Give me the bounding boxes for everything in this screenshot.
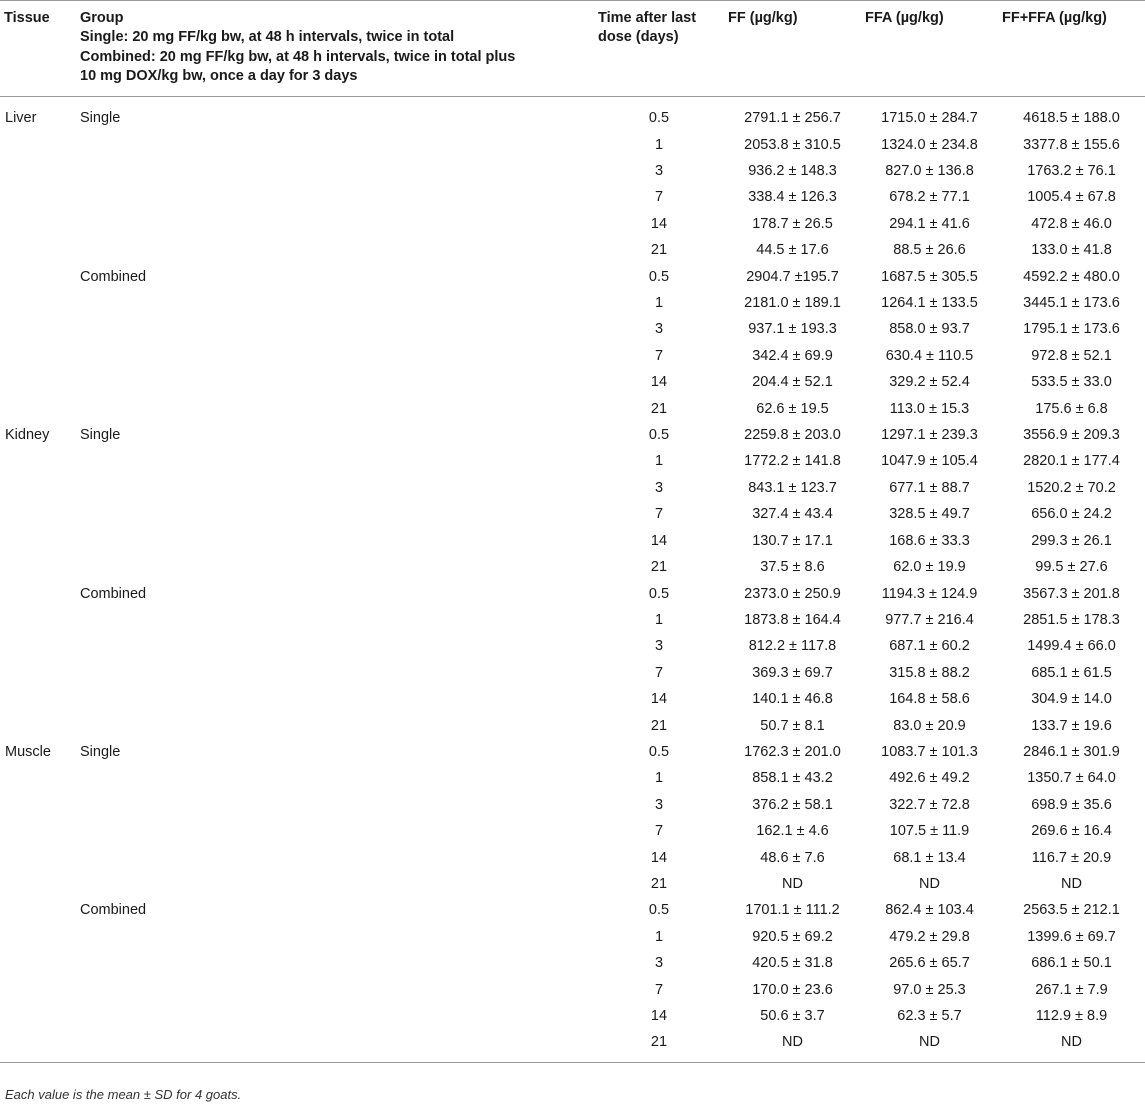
cell-tissue	[0, 237, 76, 263]
cell-time: 21	[650, 242, 668, 259]
cell-group	[76, 369, 594, 395]
cell-group	[76, 1003, 594, 1029]
cell-ff-ffa: 1005.4 ± 67.8	[1027, 189, 1116, 206]
cell-tissue	[0, 818, 76, 844]
cell-group	[76, 528, 594, 554]
cell-group	[76, 660, 594, 686]
cell-ff-ffa: 4618.5 ± 188.0	[1023, 110, 1120, 127]
cell-ff: 1873.8 ± 164.4	[744, 611, 841, 628]
cell-ffa: 265.6 ± 65.7	[889, 955, 970, 972]
cell-ffa: 164.8 ± 58.6	[889, 691, 970, 708]
header-group-line-combined: Combined: 20 mg FF/kg bw, at 48 h intervals, twice in total plus	[80, 48, 516, 65]
table-footnote: Each value is the mean ± SD for 4 goats.	[5, 1087, 242, 1102]
table-row	[0, 581, 1145, 607]
table-row	[0, 237, 1145, 263]
cell-time: 3	[654, 796, 664, 813]
cell-ffa: 328.5 ± 49.7	[889, 506, 970, 523]
cell-tissue	[0, 1003, 76, 1029]
cell-ff-ffa: 2563.5 ± 212.1	[1023, 902, 1120, 919]
table-row	[0, 554, 1145, 580]
cell-ffa: 107.5 ± 11.9	[889, 823, 970, 840]
cell-time: 0.5	[648, 427, 670, 444]
cell-ffa: 1194.3 ± 124.9	[881, 585, 978, 602]
cell-group	[76, 977, 594, 1003]
cell-tissue	[0, 290, 76, 316]
cell-ffa: 677.1 ± 88.7	[889, 479, 970, 496]
cell-group: Single	[80, 427, 121, 444]
cell-ff: 376.2 ± 58.1	[752, 796, 833, 813]
cell-ff: 420.5 ± 31.8	[752, 955, 833, 972]
cell-tissue	[0, 501, 76, 527]
table-row	[0, 369, 1145, 395]
cell-group	[76, 237, 594, 263]
table-row	[0, 448, 1145, 474]
cell-ffa: 858.0 ± 93.7	[889, 321, 970, 338]
cell-ffa: 113.0 ± 15.3	[889, 400, 970, 417]
cell-time: 3	[654, 321, 664, 338]
table-row	[0, 792, 1145, 818]
cell-time: 0.5	[648, 268, 670, 285]
cell-ff: ND	[724, 1029, 861, 1062]
table-row	[0, 897, 1145, 923]
cell-ff-ffa: 304.9 ± 14.0	[1031, 691, 1112, 708]
cell-ff-ffa: 3445.1 ± 173.6	[1023, 295, 1120, 312]
cell-group: Single	[80, 743, 121, 760]
table-row	[0, 132, 1145, 158]
cell-ff-ffa: 267.1 ± 7.9	[1035, 981, 1108, 998]
table-row	[0, 422, 1145, 448]
cell-time: 14	[650, 849, 668, 866]
table-row	[0, 97, 1145, 132]
cell-time: 1	[654, 611, 664, 628]
table-header	[0, 1, 1145, 97]
table-row	[0, 686, 1145, 712]
cell-ff: 2259.8 ± 203.0	[744, 427, 841, 444]
cell-ff-ffa: 698.9 ± 35.6	[1031, 796, 1112, 813]
table-row	[0, 924, 1145, 950]
table-row	[0, 871, 1145, 897]
cell-ff: 130.7 ± 17.1	[752, 532, 833, 549]
cell-time: 7	[654, 506, 664, 523]
cell-ff: 2904.7 ±195.7	[746, 268, 839, 285]
cell-group	[76, 158, 594, 184]
table-row	[0, 633, 1145, 659]
header-time-line1: Time after last	[598, 10, 697, 26]
header-group	[76, 1, 594, 97]
cell-ff-ffa: 2820.1 ± 177.4	[1023, 453, 1120, 470]
cell-ff-ffa: 685.1 ± 61.5	[1031, 664, 1112, 681]
table-row	[0, 977, 1145, 1003]
cell-tissue	[0, 343, 76, 369]
cell-tissue	[0, 1029, 76, 1062]
cell-ff-ffa: 2851.5 ± 178.3	[1023, 611, 1120, 628]
cell-ff-ffa: 116.7 ± 20.9	[1031, 849, 1112, 866]
cell-ff: 2053.8 ± 310.5	[744, 136, 841, 153]
cell-time: 0.5	[648, 902, 670, 919]
cell-ffa: 827.0 ± 136.8	[885, 163, 974, 179]
table-row	[0, 660, 1145, 686]
cell-ff: 1762.3 ± 201.0	[744, 743, 841, 760]
cell-tissue	[0, 765, 76, 791]
cell-tissue	[0, 792, 76, 818]
table-row	[0, 396, 1145, 422]
table-row	[0, 316, 1145, 342]
header-time-line2: dose (days)	[598, 29, 679, 46]
table-row	[0, 950, 1145, 976]
cell-ffa: 479.2 ± 29.8	[889, 928, 970, 945]
cell-time: 14	[650, 691, 668, 708]
cell-ff: 920.5 ± 69.2	[752, 928, 833, 945]
cell-ff: 50.6 ± 3.7	[760, 1008, 825, 1024]
cell-group	[76, 290, 594, 316]
table-row	[0, 1003, 1145, 1029]
cell-ffa: ND	[919, 875, 940, 892]
cell-ffa: 62.3 ± 5.7	[897, 1008, 962, 1024]
cell-ffa: 1715.0 ± 284.7	[881, 110, 978, 127]
cell-ff: 937.1 ± 193.3	[748, 321, 837, 338]
header-ffa: FFA (µg/kg)	[861, 1, 998, 97]
cell-ff-ffa: 1499.4 ± 66.0	[1027, 638, 1116, 655]
cell-time: 1	[654, 770, 664, 787]
table-row	[0, 290, 1145, 316]
table-row	[0, 528, 1145, 554]
table-row	[0, 211, 1145, 237]
cell-tissue	[0, 264, 76, 290]
table-row	[0, 713, 1145, 739]
cell-ffa: 294.1 ± 41.6	[889, 215, 970, 232]
cell-tissue	[0, 977, 76, 1003]
cell-time: 14	[650, 215, 668, 232]
cell-ff: 62.6 ± 19.5	[756, 400, 829, 417]
cell-tissue	[0, 554, 76, 580]
cell-ff: 2181.0 ± 189.1	[744, 295, 841, 312]
table-row	[0, 845, 1145, 871]
cell-time: 1	[654, 453, 664, 470]
cell-ffa: 168.6 ± 33.3	[889, 532, 970, 549]
cell-tissue	[0, 369, 76, 395]
cell-ff: 858.1 ± 43.2	[752, 770, 833, 787]
cell-group	[76, 607, 594, 633]
cell-tissue	[0, 845, 76, 871]
cell-ff-ffa: ND	[998, 1029, 1145, 1062]
cell-group	[76, 554, 594, 580]
cell-ffa: 1297.1 ± 239.3	[881, 427, 978, 444]
cell-ffa: 1687.5 ± 305.5	[881, 268, 978, 285]
table-row	[0, 343, 1145, 369]
cell-tissue	[0, 316, 76, 342]
cell-ffa: 88.5 ± 26.6	[893, 242, 966, 259]
cell-ffa: 1047.9 ± 105.4	[881, 453, 978, 470]
cell-time: 21	[594, 1029, 724, 1062]
cell-ff: 936.2 ± 148.3	[748, 163, 837, 179]
cell-time: 1	[654, 136, 664, 153]
cell-ff: 327.4 ± 43.4	[752, 506, 833, 523]
header-ff-ffa: FF+FFA (µg/kg)	[998, 1, 1145, 97]
cell-time: 3	[654, 479, 664, 496]
cell-ff-ffa: 3556.9 ± 209.3	[1023, 427, 1120, 444]
cell-tissue: Muscle	[5, 743, 51, 760]
cell-ff-ffa: 472.8 ± 46.0	[1031, 215, 1112, 232]
cell-group	[76, 924, 594, 950]
cell-tissue	[0, 633, 76, 659]
cell-ff: 369.3 ± 69.7	[752, 664, 833, 681]
cell-ffa: 1324.0 ± 234.8	[881, 136, 978, 153]
cell-ff-ffa: 656.0 ± 24.2	[1031, 506, 1112, 523]
cell-tissue	[0, 897, 76, 923]
header-time	[594, 1, 724, 97]
cell-tissue: Kidney	[5, 427, 50, 444]
cell-tissue	[0, 950, 76, 976]
cell-tissue	[0, 448, 76, 474]
cell-group	[76, 765, 594, 791]
cell-ff: ND	[782, 875, 803, 892]
cell-ff-ffa: 175.6 ± 6.8	[1035, 400, 1108, 417]
cell-tissue	[0, 475, 76, 501]
cell-group	[76, 818, 594, 844]
cell-ff: 37.5 ± 8.6	[760, 559, 825, 576]
cell-ff: 48.6 ± 7.6	[760, 849, 825, 866]
cell-ff-ffa: 1520.2 ± 70.2	[1027, 479, 1116, 496]
cell-tissue: Liver	[5, 110, 37, 127]
cell-group	[76, 501, 594, 527]
header-group-title: Group	[80, 10, 124, 26]
cell-ffa: ND	[861, 1029, 998, 1062]
cell-ffa: 1083.7 ± 101.3	[881, 743, 978, 760]
cell-ff-ffa: 1763.2 ± 76.1	[1027, 163, 1116, 179]
cell-time: 14	[650, 532, 668, 549]
table-row	[0, 264, 1145, 290]
cell-time: 3	[654, 638, 664, 655]
cell-tissue	[0, 607, 76, 633]
cell-ff-ffa: 299.3 ± 26.1	[1031, 532, 1112, 549]
cell-time: 0.5	[648, 585, 670, 602]
cell-group: Combined	[80, 902, 147, 919]
cell-ffa: 492.6 ± 49.2	[889, 770, 970, 787]
table-body	[0, 97, 1145, 1063]
table-row	[0, 818, 1145, 844]
cell-ffa: 83.0 ± 20.9	[893, 717, 966, 734]
table-row	[0, 739, 1145, 765]
cell-ff: 44.5 ± 17.6	[756, 242, 829, 259]
cell-tissue	[0, 660, 76, 686]
cell-ff: 812.2 ± 117.8	[748, 638, 837, 655]
cell-tissue	[0, 132, 76, 158]
cell-group	[76, 845, 594, 871]
header-group-line-single: Single: 20 mg FF/kg bw, at 48 h intervals, twice in total	[80, 29, 455, 46]
cell-ff-ffa: 4592.2 ± 480.0	[1023, 268, 1120, 285]
cell-ff-ffa: 3377.8 ± 155.6	[1023, 136, 1120, 153]
cell-tissue	[0, 581, 76, 607]
cell-tissue	[0, 158, 76, 184]
cell-ff-ffa: 686.1 ± 50.1	[1031, 955, 1112, 972]
cell-time: 21	[650, 717, 668, 734]
cell-time: 1	[654, 928, 664, 945]
cell-group	[76, 633, 594, 659]
header-ff: FF (µg/kg)	[724, 1, 861, 97]
cell-group	[76, 211, 594, 237]
cell-ff: 2373.0 ± 250.9	[744, 585, 841, 602]
header-row	[0, 1, 1145, 97]
cell-tissue	[0, 924, 76, 950]
cell-group	[76, 132, 594, 158]
cell-group	[76, 184, 594, 210]
cell-time: 7	[654, 823, 664, 840]
cell-ff: 204.4 ± 52.1	[752, 374, 833, 391]
cell-tissue	[0, 184, 76, 210]
cell-time: 0.5	[648, 110, 670, 127]
cell-group	[76, 871, 594, 897]
table-row	[0, 158, 1145, 184]
cell-ff: 170.0 ± 23.6	[752, 981, 833, 998]
cell-ffa: 315.8 ± 88.2	[889, 664, 970, 681]
cell-ffa: 329.2 ± 52.4	[889, 374, 970, 391]
header-group-line-dox: 10 mg DOX/kg bw, once a day for 3 days	[80, 67, 358, 84]
cell-group: Combined	[80, 268, 147, 285]
cell-time: 14	[650, 374, 668, 391]
cell-ffa: 678.2 ± 77.1	[889, 189, 970, 206]
cell-ffa: 322.7 ± 72.8	[889, 796, 970, 813]
cell-group: Combined	[80, 585, 147, 602]
cell-tissue	[0, 871, 76, 897]
cell-ffa: 630.4 ± 110.5	[885, 347, 974, 364]
table-row	[0, 475, 1145, 501]
table-row	[0, 607, 1145, 633]
cell-ff-ffa: 133.0 ± 41.8	[1031, 242, 1112, 259]
cell-time: 3	[654, 955, 664, 972]
cell-group	[76, 713, 594, 739]
cell-ffa: 97.0 ± 25.3	[893, 981, 966, 998]
cell-group	[76, 686, 594, 712]
cell-ff-ffa: 1399.6 ± 69.7	[1027, 928, 1116, 945]
cell-group	[76, 792, 594, 818]
cell-group	[76, 343, 594, 369]
cell-time: 7	[654, 189, 664, 206]
cell-ffa: 1264.1 ± 133.5	[881, 295, 978, 312]
cell-ff-ffa: 269.6 ± 16.4	[1031, 823, 1112, 840]
cell-ffa: 977.7 ± 216.4	[885, 611, 974, 628]
cell-time: 0.5	[648, 743, 670, 760]
cell-tissue	[0, 396, 76, 422]
cell-ff-ffa: 3567.3 ± 201.8	[1023, 585, 1120, 602]
cell-time: 3	[654, 163, 664, 179]
table-row	[0, 1029, 1145, 1062]
cell-ff-ffa: 133.7 ± 19.6	[1031, 717, 1112, 734]
header-tissue: Tissue	[0, 1, 76, 97]
cell-ff: 338.4 ± 126.3	[748, 189, 837, 206]
cell-time: 7	[654, 664, 664, 681]
cell-tissue	[0, 528, 76, 554]
cell-group: Single	[80, 110, 121, 127]
cell-ff-ffa: 2846.1 ± 301.9	[1023, 743, 1120, 760]
cell-ffa: 687.1 ± 60.2	[889, 638, 970, 655]
cell-time: 21	[650, 875, 668, 892]
cell-ff-ffa: 1350.7 ± 64.0	[1027, 770, 1116, 787]
cell-ff: 178.7 ± 26.5	[752, 215, 833, 232]
cell-ff-ffa: 1795.1 ± 173.6	[1023, 321, 1120, 338]
cell-ff: 843.1 ± 123.7	[748, 479, 837, 496]
cell-time: 7	[654, 347, 664, 364]
cell-ff-ffa: 99.5 ± 27.6	[1035, 559, 1108, 576]
cell-ff: 140.1 ± 46.8	[752, 691, 833, 708]
cell-ff: 50.7 ± 8.1	[760, 717, 825, 734]
cell-tissue	[0, 211, 76, 237]
cell-time: 7	[654, 981, 664, 998]
cell-time: 14	[650, 1008, 668, 1024]
cell-ff-ffa: ND	[1061, 875, 1082, 892]
table-row	[0, 765, 1145, 791]
cell-ffa: 862.4 ± 103.4	[885, 902, 974, 919]
cell-ff-ffa: 972.8 ± 52.1	[1031, 347, 1112, 364]
cell-ff-ffa: 533.5 ± 33.0	[1031, 374, 1112, 391]
cell-ff: 1772.2 ± 141.8	[744, 453, 841, 470]
cell-group	[76, 316, 594, 342]
cell-ff-ffa: 112.9 ± 8.9	[1035, 1008, 1108, 1024]
cell-tissue	[0, 713, 76, 739]
table-row	[0, 501, 1145, 527]
cell-time: 21	[650, 400, 668, 417]
cell-ff: 1701.1 ± 111.2	[745, 902, 840, 919]
cell-time: 21	[650, 559, 668, 576]
cell-ff: 162.1 ± 4.6	[756, 823, 829, 840]
cell-ffa: 62.0 ± 19.9	[893, 559, 966, 576]
cell-group	[76, 950, 594, 976]
cell-group	[76, 475, 594, 501]
cell-ff: 342.4 ± 69.9	[752, 347, 833, 364]
cell-ffa: 68.1 ± 13.4	[893, 849, 966, 866]
table-row	[0, 184, 1145, 210]
cell-group	[76, 396, 594, 422]
cell-time: 1	[654, 295, 664, 312]
cell-tissue	[0, 686, 76, 712]
cell-group	[76, 1029, 594, 1062]
cell-group	[76, 448, 594, 474]
cell-ff: 2791.1 ± 256.7	[744, 110, 841, 127]
